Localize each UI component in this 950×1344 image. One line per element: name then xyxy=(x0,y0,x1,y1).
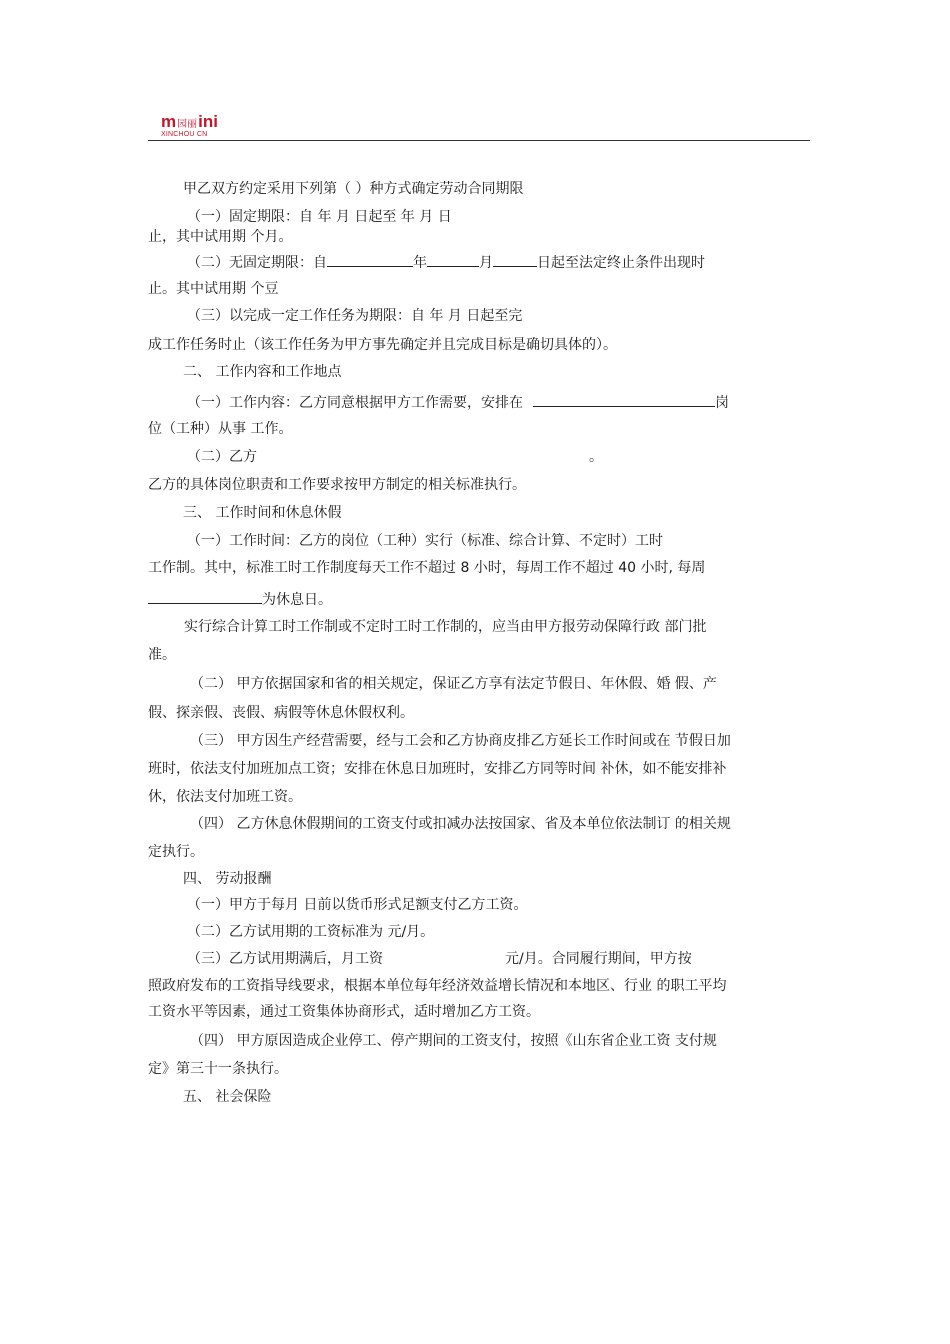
logo-subtitle: XINCHOU CN xyxy=(161,131,208,138)
open-term-line xyxy=(187,252,705,272)
blank-year xyxy=(327,252,413,267)
overtime-cont-2: 休，依法支付加班工资。 xyxy=(148,789,302,805)
task-term-cont: 成工作任务时止（该工作任务为甲方事先确定并且完成目标是确切具体的）。 xyxy=(148,337,617,353)
company-logo xyxy=(161,112,218,132)
blank-day xyxy=(493,252,537,267)
shutdown-pay-cont: 定》第三十一条执行。 xyxy=(148,1061,288,1077)
logo-ini: ini xyxy=(198,112,218,131)
open-term-month: 月 xyxy=(479,255,493,271)
work-place-label: （二）乙方 xyxy=(187,449,257,465)
work-content-cont: 位（工种）从事 工作。 xyxy=(148,421,293,437)
monthly-pay-cont-1: 照政府发布的工资指导线要求，根据本单位每年经济效益增长情况和本地区、行业 的职工平均 xyxy=(148,978,727,994)
blank-position xyxy=(533,392,715,407)
monthly-pay-label: （三）乙方试用期满后，月工资 xyxy=(187,951,383,967)
fixed-term-line: （一）固定期限：自 年 月 日起至 年 月 日 xyxy=(187,209,452,225)
page-header xyxy=(148,112,810,142)
blank-month xyxy=(427,252,479,267)
work-place-end: 。 xyxy=(589,449,603,465)
contract-term-intro: 甲乙双方约定采用下列第（ ）种方式确定劳动合同期限 xyxy=(183,181,524,197)
holidays-line: （二） 甲方依据国家和省的相关规定，保证乙方享有法定节假日、年休假、婚 假、产 xyxy=(190,676,717,692)
work-hours-line: （一）工作时间：乙方的岗位（工种）实行（标准、综合计算、不定时）工时 xyxy=(187,533,663,549)
holidays-cont: 假、探亲假、丧假、病假等休息休假权利。 xyxy=(148,705,414,721)
section-5-heading: 五、 社会保险 xyxy=(183,1089,272,1105)
header-rule xyxy=(148,140,810,141)
section-2-heading: 二、 工作内容和工作地点 xyxy=(183,364,342,380)
pay-date-line: （一）甲方于每月 日前以货币形式足额支付乙方工资。 xyxy=(187,897,528,913)
probation-pay-line: （二）乙方试用期的工资标准为 元/月。 xyxy=(187,924,435,940)
monthly-pay-line xyxy=(187,950,692,968)
open-term-year: 年 xyxy=(413,255,427,271)
open-term-rest: 日起至法定终止条件出现时 xyxy=(537,255,705,271)
work-content-label: （一）工作内容：乙方同意根据甲方工作需要，安排在 xyxy=(187,395,523,411)
blank-rest-day xyxy=(148,589,262,604)
work-hours-cont: 工作制。其中，标准工时工作制度每天工作不超过 8 小时，每周工作不超过 40 小时, 每周 xyxy=(148,560,706,576)
leave-pay-cont: 定执行。 xyxy=(148,844,204,860)
job-duties-line: 乙方的具体岗位职责和工作要求按甲方制定的相关标准执行。 xyxy=(148,477,526,493)
open-term-probation: 止。其中试用期 个豆 xyxy=(148,281,279,297)
open-term-label: （二）无固定期限：自 xyxy=(187,255,327,271)
rest-day-line xyxy=(148,589,332,609)
flex-hours-cont: 准。 xyxy=(148,647,176,663)
work-place-line xyxy=(187,448,603,466)
work-content-post: 岗 xyxy=(715,395,729,411)
shutdown-pay-line: （四） 甲方原因造成企业停工、停产期间的工资支付，按照《山东省企业工资 支付规 xyxy=(190,1033,717,1049)
overtime-line: （三） 甲方因生产经营需要，经与工会和乙方协商皮排乙方延长工作时间或在 节假日加 xyxy=(190,733,731,749)
work-content-line xyxy=(187,392,729,412)
rest-day-text: 为休息日。 xyxy=(262,592,332,608)
section-4-heading: 四、 劳动报酬 xyxy=(183,871,272,887)
monthly-pay-rest: 元/月。合同履行期间，甲方按 xyxy=(505,951,692,967)
flex-hours-line: 实行综合计算工时工作制或不定时工时工作制的，应当由甲方报劳动保障行政 部门批 xyxy=(184,619,707,635)
overtime-cont-1: 班时，依法支付加班加点工资；安排在休息日加班时，安排乙方同等时间 补休，如不能安排补 xyxy=(148,761,727,777)
task-term-line: （三）以完成一定工作任务为期限：自 年 月 日起至完 xyxy=(187,308,523,324)
logo-cn: 园丽 xyxy=(177,119,198,130)
section-3-heading: 三、 工作时间和休息休假 xyxy=(183,505,342,521)
monthly-pay-cont-2: 工资水平等因素，通过工资集体协商形式，适时增加乙方工资。 xyxy=(148,1004,540,1020)
leave-pay-line: （四） 乙方休息休假期间的工资支付或扣减办法按国家、省及本单位依法制订 的相关规 xyxy=(190,816,731,832)
fixed-term-probation: 止，其中试用期 个月。 xyxy=(148,229,293,245)
logo-m: m xyxy=(161,112,177,131)
